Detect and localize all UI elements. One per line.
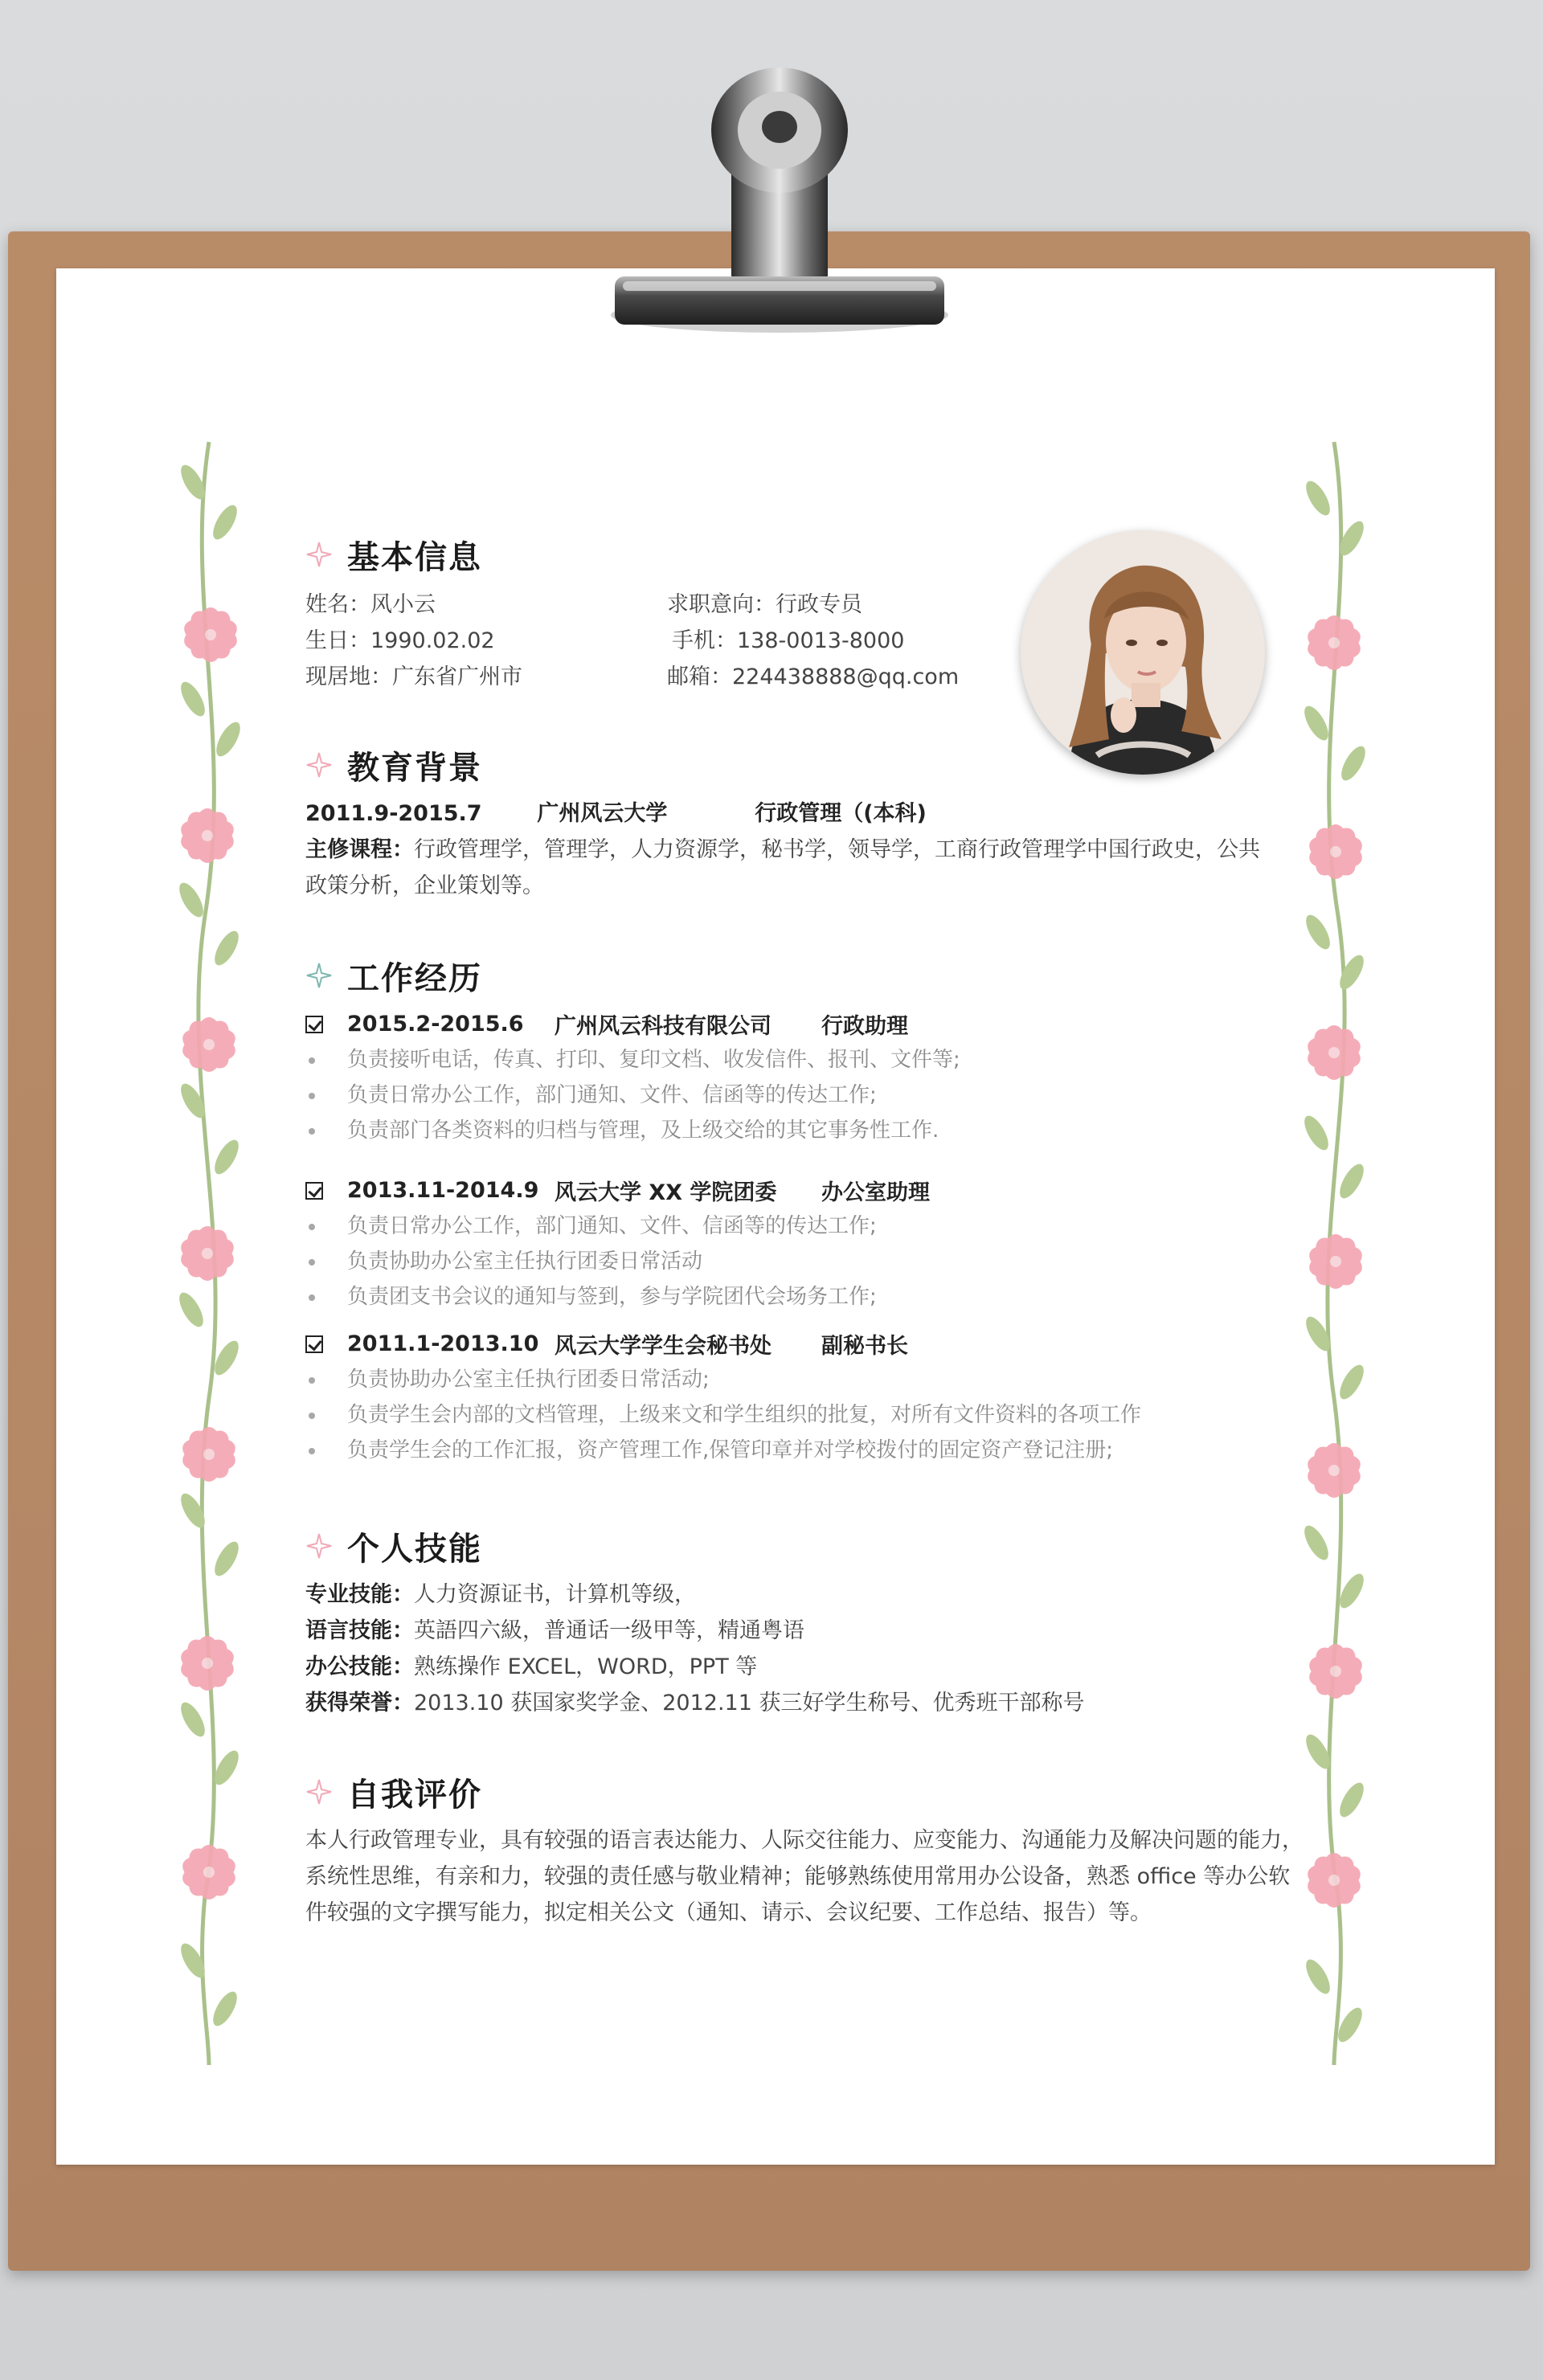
info-birthday: 生日：1990.02.02 (305, 628, 495, 653)
four-point-star-icon (305, 1532, 333, 1560)
job-company: 风云大学 XX 学院团委 (555, 1180, 777, 1205)
education-courses (305, 832, 1270, 904)
floral-vine-right-icon (1286, 434, 1382, 2073)
checkbox-checked-icon (305, 1335, 323, 1353)
duty-item: 负责学生会内部的文档管理，上级来文和学生组织的批复，对所有文件资料的各项工作 (305, 1397, 1270, 1433)
binder-clip-icon (579, 50, 948, 355)
job-duties (305, 1208, 1270, 1315)
duty-item: 负责协助办公室主任执行团委日常活动 (305, 1244, 1270, 1279)
checkbox-checked-icon (305, 1016, 323, 1033)
section-header (305, 530, 1270, 579)
duty-item: 负责学生会的工作汇报，资产管理工作,保管印章并对学校拨付的固定资产登记注册; (305, 1433, 1270, 1468)
section-title: 自我评价 (347, 1776, 482, 1814)
four-point-star-icon (305, 541, 333, 568)
four-point-star-icon (305, 962, 333, 989)
job-duties (305, 1042, 1270, 1148)
skill-item (305, 1613, 1270, 1649)
duty-item: 负责日常办公工作，部门通知、文件、信函等的传达工作; (305, 1208, 1270, 1244)
skill-value: 2013.10 获国家奖学金、2012.11 获三好学生称号、优秀班干部称号 (414, 1691, 1085, 1715)
info-residence: 现居地：广东省广州市 (305, 665, 522, 689)
job-period: 2011.1-2013.10 (347, 1331, 539, 1356)
section-title: 教育背景 (347, 749, 482, 787)
duty-item: 负责接听电话，传真、打印、复印文档、收发信件、报刊、文件等; (305, 1042, 1270, 1078)
skill-value: 熟练操作 EXCEL，WORD，PPT 等 (414, 1654, 758, 1679)
job-position: 行政助理 (821, 1014, 908, 1039)
job-position: 办公室助理 (821, 1180, 930, 1205)
floral-vine-left-icon (161, 434, 257, 2073)
section-skills (305, 1522, 1270, 1721)
duty-item: 负责日常办公工作，部门通知、文件、信函等的传达工作; (305, 1078, 1270, 1113)
skill-item (305, 1576, 1270, 1613)
info-name: 姓名：风小云 (305, 592, 436, 617)
education-major: 行政管理（(本科) (755, 801, 927, 826)
section-title: 工作经历 (347, 959, 482, 997)
duty-item: 负责部门各类资料的归档与管理，及上级交给的其它事务性工作. (305, 1113, 1270, 1148)
section-header (305, 1768, 1270, 1816)
job-header (305, 1172, 1270, 1208)
job-position: 副秘书长 (821, 1334, 908, 1359)
education-summary (305, 795, 1270, 832)
four-point-star-icon (305, 1778, 333, 1805)
job-company: 广州风云科技有限公司 (555, 1014, 772, 1039)
skill-label: 语言技能： (305, 1618, 414, 1643)
skill-item (305, 1649, 1270, 1685)
job-duties (305, 1362, 1270, 1468)
skill-label: 专业技能： (305, 1582, 414, 1607)
paragraph-line: 本人行政管理专业，具有较强的语言表达能力、人际交往能力、应变能力、沟通能力及解决问题的能力， (305, 1828, 1304, 1853)
checkbox-checked-icon (305, 1182, 323, 1200)
duty-item: 负责协助办公室主任执行团委日常活动; (305, 1362, 1270, 1397)
section-title: 个人技能 (347, 1530, 482, 1568)
skill-item (305, 1685, 1270, 1721)
info-phone: 手机：138-0013-8000 (672, 628, 905, 653)
job-entry (305, 1326, 1270, 1468)
education-period: 2011.9-2015.7 (305, 801, 482, 826)
duty-item: 负责团支书会议的通知与签到，参与学院团代会场务工作; (305, 1279, 1270, 1315)
paragraph-line: 件较强的文字撰写能力，拟定相关公文（通知、请示、会议纪要、工作总结、报告）等。 (305, 1900, 1152, 1925)
courses-label: 主修课程： (305, 837, 414, 862)
skills-list (305, 1576, 1270, 1721)
skill-label: 获得荣誉： (305, 1691, 414, 1715)
job-entry (305, 1006, 1270, 1148)
job-period: 2015.2-2015.6 (347, 1012, 524, 1037)
section-self-evaluation (305, 1768, 1304, 1931)
courses-text: 行政管理学，管理学，人力资源学，秘书学，领导学，工商行政管理学中国行政史，公共政策分析，企业策划等。 (305, 837, 1260, 898)
job-period: 2013.11-2014.9 (347, 1178, 539, 1203)
section-header (305, 951, 1270, 1000)
job-header (305, 1006, 1270, 1042)
job-header (305, 1326, 1270, 1362)
section-education (305, 741, 1270, 904)
job-entry (305, 1172, 1270, 1315)
four-point-star-icon (305, 751, 333, 779)
skill-label: 办公技能： (305, 1654, 414, 1679)
section-basic-info (305, 530, 1270, 699)
basic-info-grid (305, 587, 1270, 699)
info-job-intent: 求职意向：行政专员 (667, 592, 862, 617)
self-evaluation-text (305, 1822, 1304, 1931)
section-title: 基本信息 (347, 538, 482, 576)
section-header (305, 741, 1270, 789)
paragraph-line: 系统性思维，有亲和力，较强的责任感与敬业精神；能够熟练使用常用办公设备，熟悉 office 等办公软 (305, 1864, 1291, 1889)
education-school: 广州风云大学 (537, 801, 668, 826)
skill-value: 英語四六級，普通话一级甲等，精通粤语 (414, 1618, 804, 1643)
job-company: 风云大学学生会秘书处 (555, 1334, 772, 1359)
section-header (305, 1522, 1270, 1570)
section-work-experience (305, 951, 1270, 1468)
info-email: 邮箱：224438888@qq.com (667, 665, 960, 689)
skill-value: 人力资源证书，计算机等级， (414, 1582, 696, 1607)
